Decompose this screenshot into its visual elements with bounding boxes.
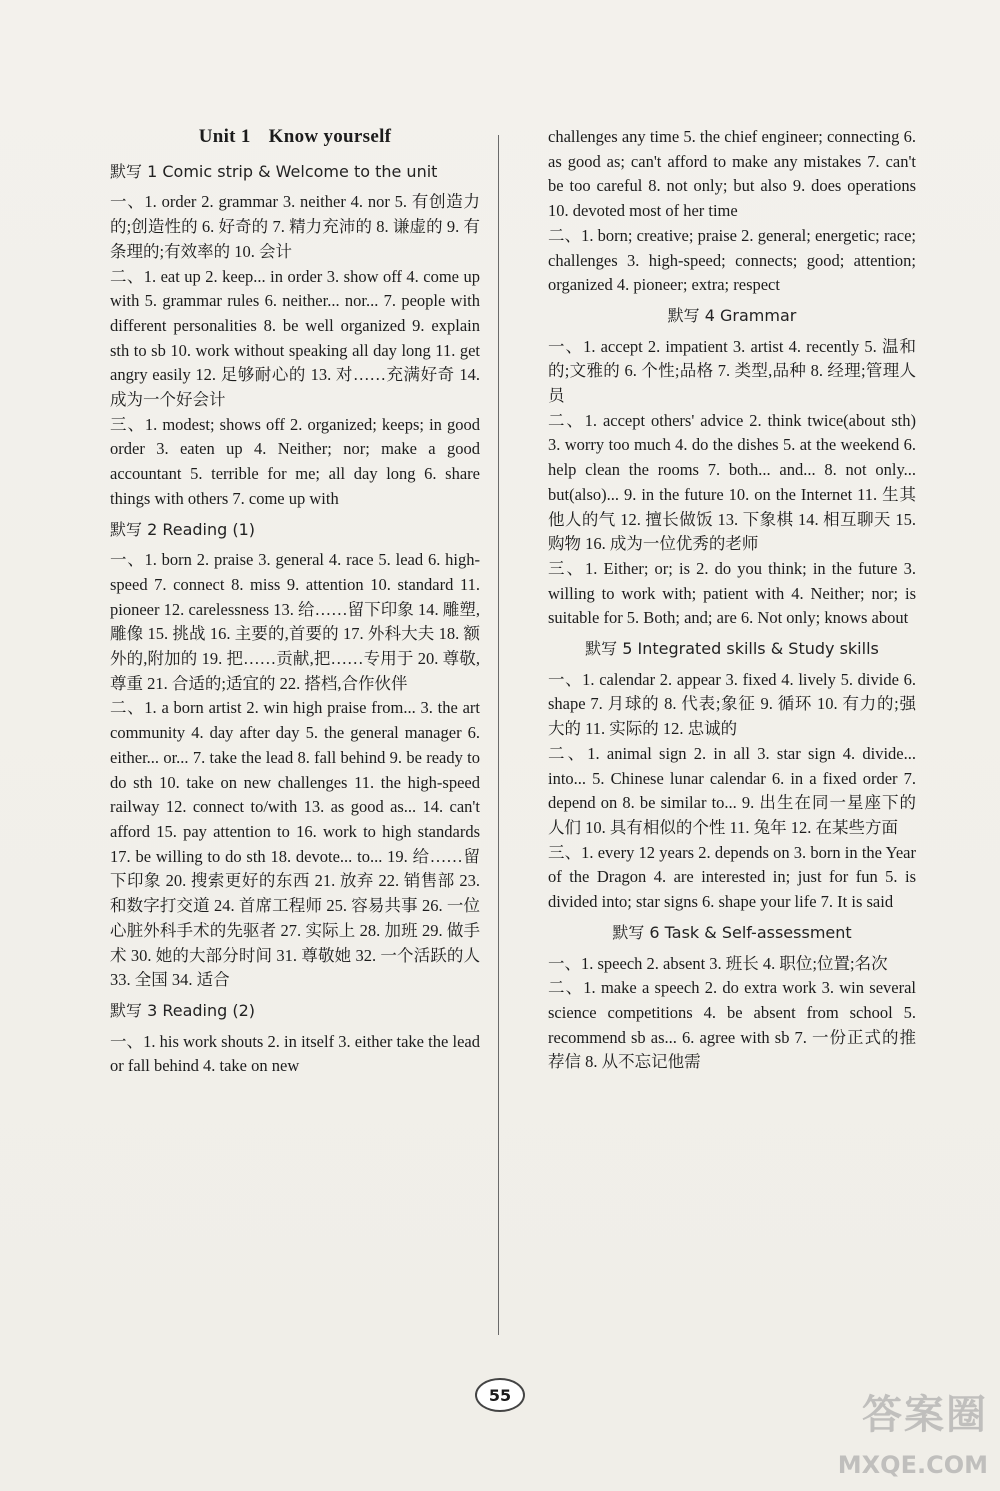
section-dictation-4 [548,304,916,631]
right-column [548,125,916,1075]
answer-paragraph: 一、1. born 2. praise 3. general 4. race 5. lead 6. high-speed 7. connect 8. miss 9. attention 10. standard 11. pioneer 12. carelessness 13. 给……留下印象 14. 雕塑,雕像 15. 挑战 16. 主要的,首要的 17. 外科大夫 18. 额外的,附加的 19. 把……贡献,把……专用于 20. 尊敬,尊重 21. 合适的;适宜的 22. 搭档,合作伙伴 [110,550,480,693]
section-title: 默写 6 Task & Self-assessment [612,922,852,942]
answer-paragraph: challenges any time 5. the chief engineer; connecting 6. as good as; can't afford to make any mistakes 7. can't be too careful 8. not only; but also 9. does operations 10. devoted most of her time [548,127,916,221]
answer-paragraph: 二、1. eat up 2. keep... in order 3. show off 4. come up with 5. grammar rules 6. neither... nor... 7. people with different personalities 8. be well organized 9. explain sth to sb 10. work without speaking all day long 11. get angry easily 12. 足够耐心的 13. 对……充满好奇 14. 成为一个好会计 [110,266,480,410]
section-title: 默写 5 Integrated skills & Study skills [585,639,879,659]
answer-paragraph: 二、1. animal sign 2. in all 3. star sign 4. divide... into... 5. Chinese lunar calendar 6. in a fixed order 7. depend on 8. be similar to... 9. 出生在同一星座下的人们 10. 具有相似的个性 11. 兔年 12. 在某些方面 [548,743,916,837]
watermark-logo: 答案圈 [862,1392,988,1438]
section-title: 默写 2 Reading (1) [110,519,256,539]
section-title: 默写 3 Reading (2) [110,1000,256,1020]
page-number [471,1376,529,1414]
answer-paragraph: 一、1. speech 2. absent 3. 班长 4. 职位;位置;名次 [548,953,888,973]
watermark-url: MXQE.COM [837,1451,988,1479]
answer-paragraph: 一、1. order 2. grammar 3. neither 4. nor 5. 有创造力的;创造性的 6. 好奇的 7. 精力充沛的 8. 谦虚的 9. 有条理的;有效率的 10. 会计 [110,192,480,261]
section-dictation-5 [548,637,916,915]
answer-paragraph: 三、1. every 12 years 2. depends on 3. born in the Year of the Dragon 4. are interested in; just for fun 5. is divided into; star signs 6. shape your life 7. It is said [548,842,916,912]
section-dictation-6 [548,921,916,1075]
answer-paragraph: 一、1. accept 2. impatient 3. artist 4. recently 5. 温和的;文雅的 6. 个性;品格 7. 类型,品种 8. 经理;管理人员 [548,336,916,406]
answer-paragraph: 二、1. make a speech 2. do extra work 3. win several science competitions 4. be absent from school 5. recommend sb as... 6. agree with sb 7. 一份正式的推荐信 8. 从不忘记他需 [548,978,916,1072]
watermark [808,1383,988,1483]
answer-paragraph: 二、1. born; creative; praise 2. general; energetic; race; challenges 3. high-speed; connects; good; attention; organized 4. pioneer; extra; respect [548,225,916,295]
section-title: 默写 1 Comic strip & Welcome to the unit [110,161,438,181]
unit-name: Know yourself [268,126,392,147]
page-number-badge: 55 [475,1378,525,1412]
section-dictation-2 [110,518,480,993]
section-dictation-3-continued [548,125,916,298]
section-title: 默写 4 Grammar [667,305,797,325]
left-column [110,125,480,1079]
section-dictation-1 [110,160,480,512]
answer-paragraph: 一、1. his work shouts 2. in itself 3. either take the lead or fall behind 4. take on new [110,1031,480,1076]
answer-paragraph: 三、1. Either; or; is 2. do you think; in the future 3. willing to work with; patient with 4. Neither; nor; is suitable for 5. Both; and; are 6. Not only; knows about [548,558,916,628]
answer-paragraph: 三、1. modest; shows off 2. organized; keeps; in good order 3. eaten up 4. Neither; nor; make a good accountant 5. terrible for me; all day long 6. share things with others 7. come up with [110,414,480,508]
answer-paragraph: 二、1. accept others' advice 2. think twice(about sth) 3. worry too much 4. do the dishes 5. at the weekend 6. help clean the rooms 7. both... and... 8. not only... but(also)... 9. in the future 10. on the Internet 11. 生其他人的气 12. 擅长做饭 13. 下象棋 14. 相互聊天 15. 购物 16. 成为一位优秀的老师 [548,410,916,554]
answer-paragraph: 一、1. calendar 2. appear 3. fixed 4. lively 5. divide 6. shape 7. 月球的 8. 代表;象征 9. 循环 10. 有力的;强大的 11. 实际的 12. 忠诚的 [548,669,916,739]
unit-number: Unit 1 [198,126,251,147]
unit-title [110,125,480,150]
answer-paragraph: 二、1. a born artist 2. win high praise from... 3. the art community 4. day after day 5. the general manager 6. either... or... 7. take the lead 8. fall behind 9. be ready to do sth 10. take on new challenges 11. the high-speed railway 12. connect to/with 13. as good as... 14. can't afford 15. pay attention to 16. work to high standards 17. be willing to do sth 18. devote... to... 19. 给……留下印象 20. 搜索更好的东西 21. 放弃 22. 销售部 23. 和数字打交道 24. 首席工程师 25. 容易共事 26. 一位心脏外科手术的先驱者 27. 实际上 28. 加班 29. 做手术 30. 她的大部分时间 31. 尊敬她 32. 一个活跃的人 33. 全国 34. 适合 [110,698,480,990]
section-dictation-3 [110,999,480,1079]
column-divider [498,135,499,1335]
